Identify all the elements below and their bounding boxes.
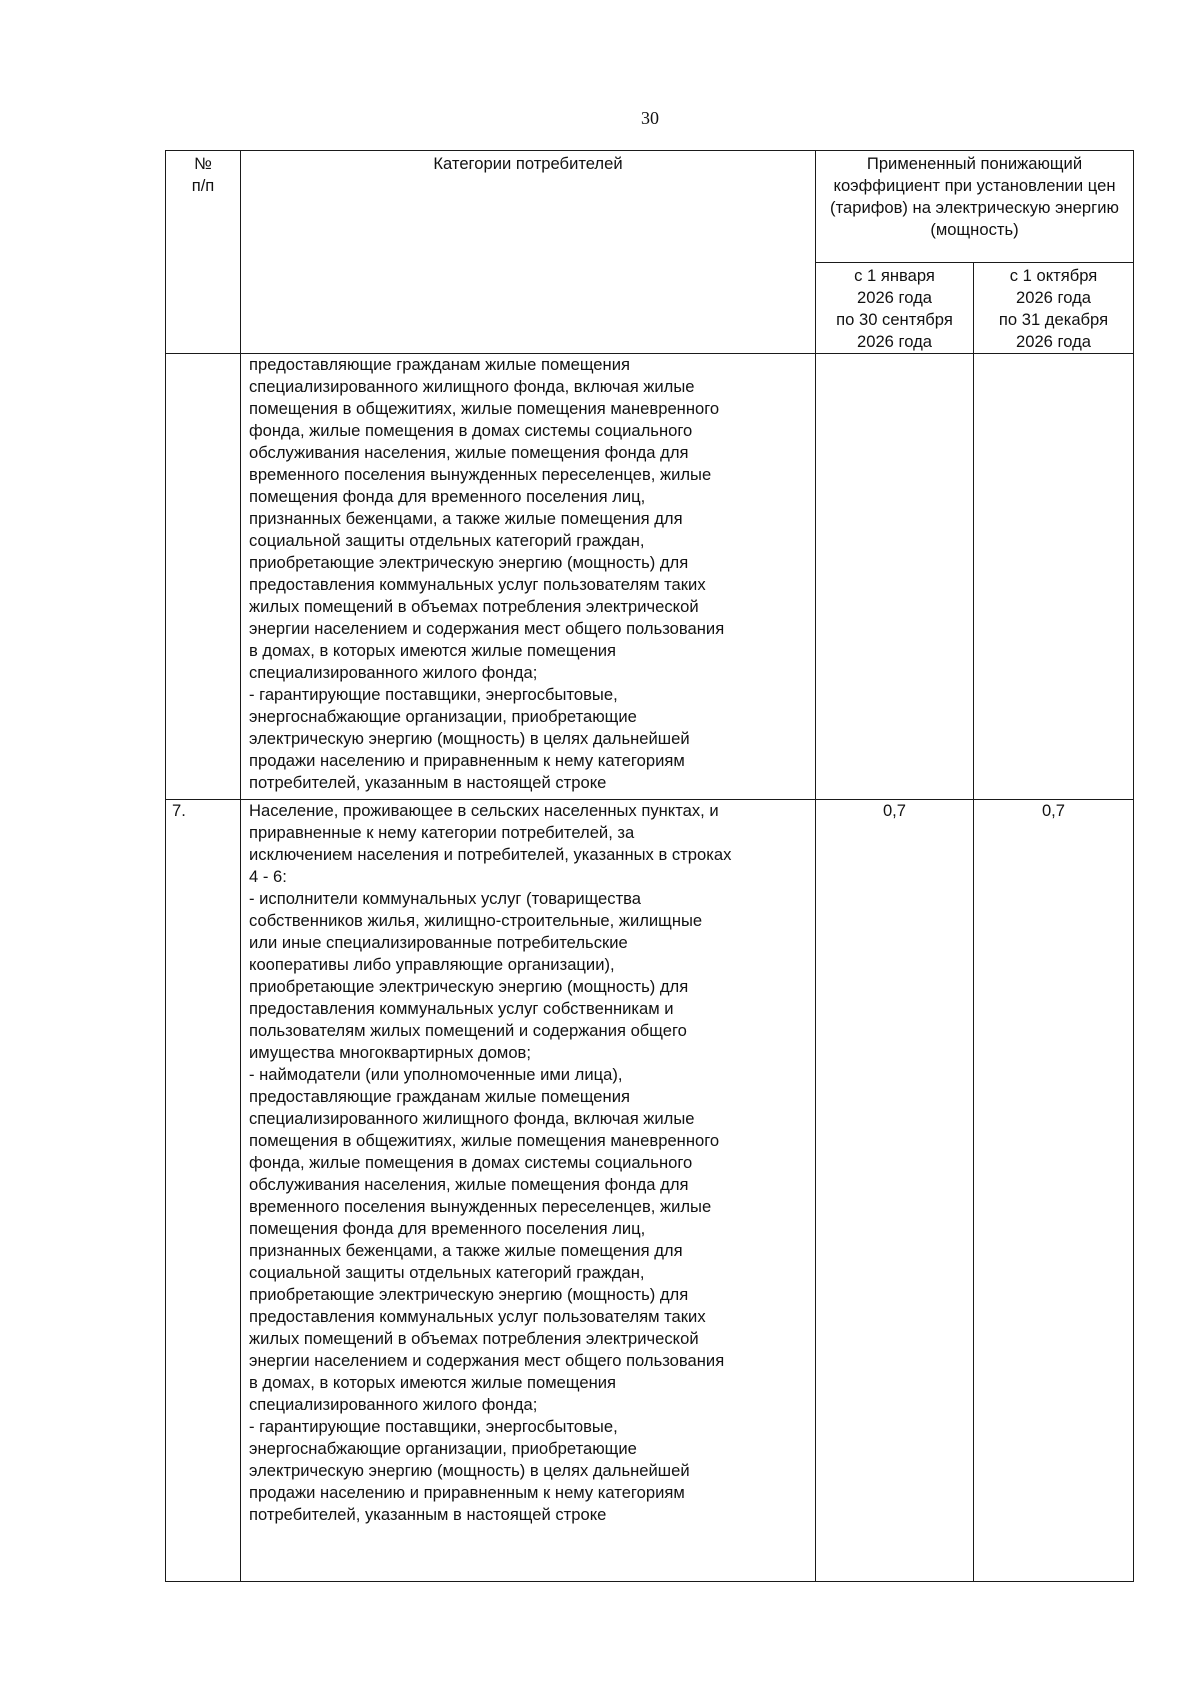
header-coefficient-label: Примененный понижающий коэффициент при установлении цен (тарифов) на электрическую энергию (мощность) [830, 154, 1119, 239]
header-categories-label: Категории потребителей [433, 154, 623, 173]
row-value-period-2 [974, 354, 1134, 800]
header-period-1 [816, 263, 974, 354]
header-categories [241, 151, 816, 354]
table-row [166, 800, 1134, 1582]
row-category-text: Население, проживающее в сельских населенных пунктах, и приравненные к нему категории потребителей, за исключением населения и потребителей, указанных в строках 4 - 6: - исполнители коммунальных услуг (товарищества собственников жилья, жилищно-строительные, жилищные или иные специализированные потребительские кооперативы либо управляющие организации), приобретающие электрическую энергию (мощность) для предоставления коммунальных услуг собственникам и пользователям жилых помещений и содержания общего имущества многоквартирных домов; - наймодатели (или уполномоченные ими лица), предоставляющие гражданам жилые помещения специализированного жилищного фонда, включая жилые помещения в общежитиях, жилые помещения маневренного фонда, жилые помещения в домах системы социального обслуживания населения, жилые помещения фонда для временного поселения вынужденных переселенцев, жилые помещения фонда для временного поселения лиц, признанных беженцами, а также жилые помещения для социальной защиты отдельных категорий граждан, приобретающие электрическую энергию (мощность) для предоставления коммунальных услуг пользователям таких жилых помещений в объемах потребления электрической энергии населением и содержания мест общего пользования в домах, в которых имеются жилые помещения специализированного жилого фонда; - гарантирующие поставщики, энергосбытовые, энергоснабжающие организации, приобретающие электрическую энергию (мощность) в целях дальнейшей продажи населению и приравненным к нему категориям потребителей, указанным в настоящей строке [241, 800, 816, 1582]
row-number: 7. [172, 801, 186, 820]
row-value-period-1: 0,7 [816, 800, 974, 1582]
header-period-2-label: с 1 октября 2026 года по 31 декабря 2026 года [998, 266, 1109, 351]
header-period-1-label: с 1 января 2026 года по 30 сентября 2026 года [836, 266, 953, 351]
row-value-period-2: 0,7 [974, 800, 1134, 1582]
tariff-coefficient-table [165, 150, 1134, 1582]
row-category-text: предоставляющие гражданам жилые помещения специализированного жилищного фонда, включая жилые помещения в общежитиях, жилые помещения маневренного фонда, жилые помещения в домах системы социального обслуживания населения, жилые помещения фонда для временного поселения вынужденных переселенцев, жилые помещения фонда для временного поселения лиц, признанных беженцами, а также жилые помещения для социальной защиты отдельных категорий граждан, приобретающие электрическую энергию (мощность) для предоставления коммунальных услуг пользователям таких жилых помещений в объемах потребления электрической энергии населением и содержания мест общего пользования в домах, в которых имеются жилые помещения специализированного жилого фонда; - гарантирующие поставщики, энергосбытовые, энергоснабжающие организации, приобретающие электрическую энергию (мощность) в целях дальнейшей продажи населению и приравненным к нему категориям потребителей, указанным в настоящей строке [241, 354, 816, 800]
row-number-cell [166, 354, 241, 800]
header-number-label: № п/п [191, 154, 215, 195]
header-number [166, 151, 241, 354]
row-number-cell [166, 800, 241, 1582]
row-value-period-1 [816, 354, 974, 800]
header-coefficient [816, 151, 1134, 263]
header-period-2 [974, 263, 1134, 354]
table-row [166, 354, 1134, 800]
page-number: 30 [641, 108, 659, 128]
